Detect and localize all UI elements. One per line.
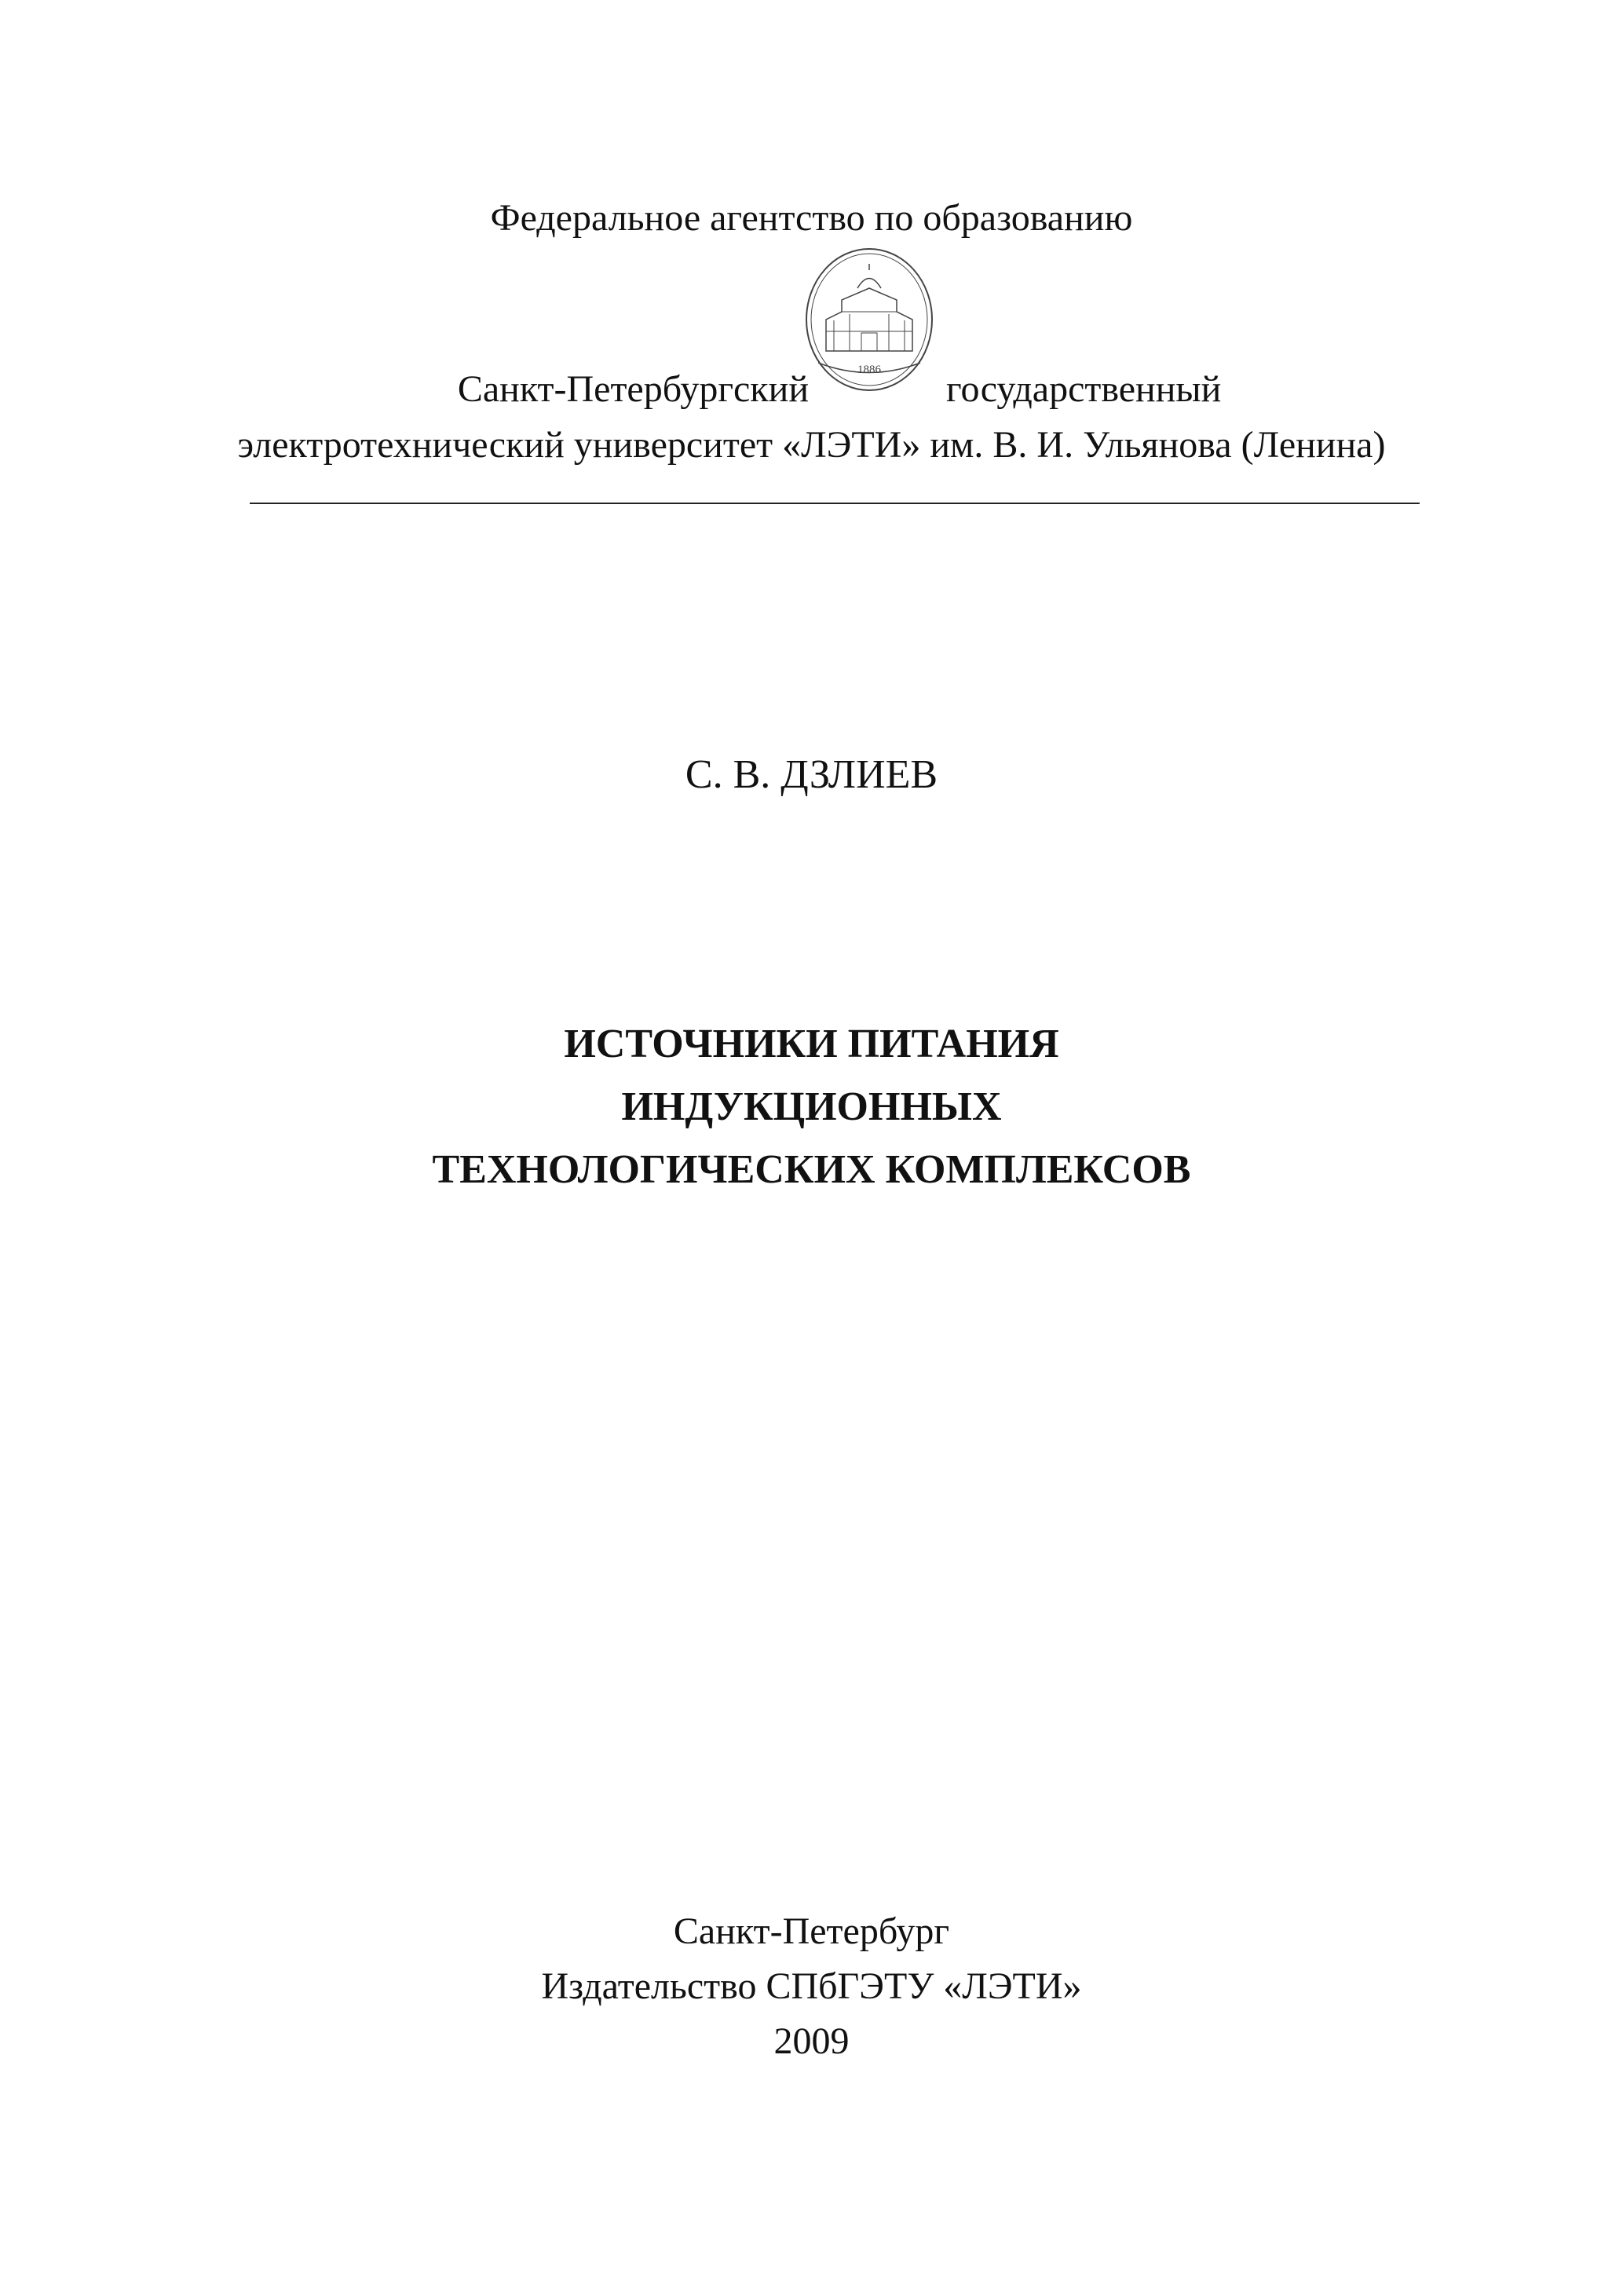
book-title-line: ТЕХНОЛОГИЧЕСКИХ КОМПЛЕКСОВ: [432, 1147, 1191, 1192]
publisher-name: Издательство СПбГЭТУ «ЛЭТИ»: [541, 1965, 1082, 2007]
book-title-line: ИСТОЧНИКИ ПИТАНИЯ: [564, 1022, 1059, 1066]
university-name-right: государственный: [946, 368, 1222, 410]
publication-year: 2009: [773, 2020, 850, 2062]
book-title: [0, 1013, 1623, 1201]
agency-name: Федеральное агентство по образованию: [490, 197, 1133, 239]
university-full-name: электротехнический университет «ЛЭТИ» им. В. И. Ульянова (Ленина): [237, 424, 1386, 466]
university-building-emblem-icon: [802, 245, 936, 402]
author-name: С. В. ДЗЛИЕВ: [685, 752, 938, 797]
university-name-left: Санкт-Петербургский: [457, 368, 809, 410]
emblem-year: 1886: [857, 364, 881, 376]
book-title-line: ИНДУКЦИОННЫХ: [621, 1084, 1002, 1129]
publication-city: Санкт-Петербург: [673, 1910, 950, 1952]
header-divider: [250, 503, 1420, 504]
